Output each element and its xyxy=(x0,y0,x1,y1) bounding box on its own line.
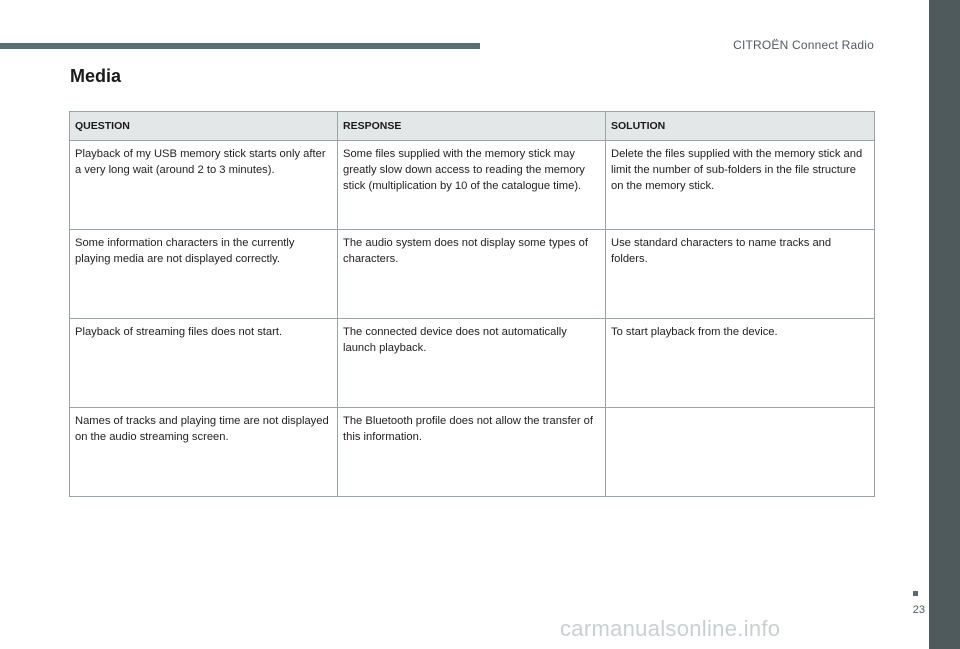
column-header-response: RESPONSE xyxy=(338,112,606,141)
table-row xyxy=(70,319,875,408)
page-title: Media xyxy=(70,66,122,86)
column-header-question: QUESTION xyxy=(70,112,338,141)
question-cell: Playback of streaming files does not start. xyxy=(70,319,338,408)
watermark: carmanualsonline.info xyxy=(560,616,781,641)
solution-cell xyxy=(606,408,875,497)
solution-cell: To start playback from the device. xyxy=(606,319,875,408)
question-cell: Some information characters in the currently playing media are not displayed correctly. xyxy=(70,230,338,319)
page-end-marker xyxy=(913,591,918,596)
column-header-solution: SOLUTION xyxy=(606,112,875,141)
page-number: 23 xyxy=(912,604,925,616)
table-header-row xyxy=(70,112,875,141)
table-row xyxy=(70,230,875,319)
response-cell: The Bluetooth profile does not allow the transfer of this information. xyxy=(338,408,606,497)
top-accent-rule xyxy=(0,43,480,49)
side-tab-bar xyxy=(929,0,960,649)
response-cell: The connected device does not automatically launch playback. xyxy=(338,319,606,408)
question-cell: Playback of my USB memory stick starts only after a very long wait (around 2 to 3 minutes). xyxy=(70,141,338,230)
faq-table xyxy=(69,111,875,497)
response-cell: The audio system does not display some types of characters. xyxy=(338,230,606,319)
solution-cell: Use standard characters to name tracks and folders. xyxy=(606,230,875,319)
header-brand: CITROËN Connect Radio xyxy=(733,38,874,52)
response-cell: Some files supplied with the memory stick may greatly slow down access to reading the memory stick (multiplication by 10 of the catalogue time). xyxy=(338,141,606,230)
solution-cell: Delete the files supplied with the memory stick and limit the number of sub-folders in the file structure on the memory stick. xyxy=(606,141,875,230)
question-cell: Names of tracks and playing time are not displayed on the audio streaming screen. xyxy=(70,408,338,497)
table-row xyxy=(70,408,875,497)
table-row xyxy=(70,141,875,230)
